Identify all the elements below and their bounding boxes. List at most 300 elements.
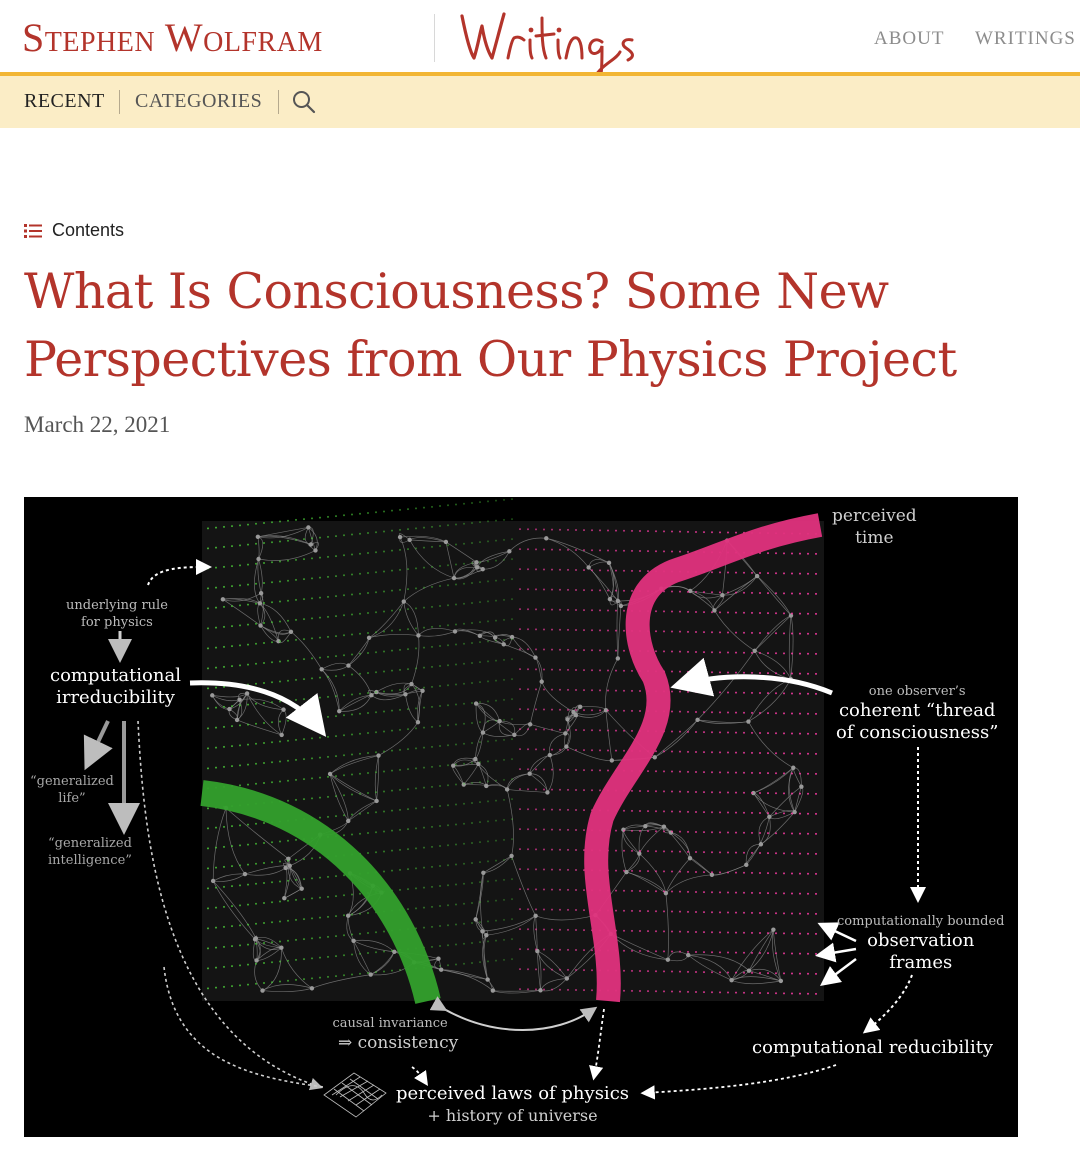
foliation-dot	[295, 699, 297, 701]
foliation-dot	[623, 830, 625, 832]
foliation-dot	[743, 892, 745, 894]
foliation-dot	[335, 815, 337, 817]
foliation-dot	[751, 872, 753, 874]
foliation-dot	[223, 986, 225, 988]
foliation-dot	[231, 965, 233, 967]
foliation-dot	[791, 552, 793, 554]
foliation-dot	[303, 898, 305, 900]
foliation-dot	[775, 992, 777, 994]
foliation-dot	[431, 546, 433, 548]
foliation-dot	[519, 548, 521, 550]
foliation-dot	[271, 721, 273, 723]
foliation-dot	[271, 621, 273, 623]
foliation-dot	[695, 971, 697, 973]
graph-node	[245, 691, 249, 695]
graph-node	[258, 623, 262, 627]
foliation-dot	[415, 807, 417, 809]
foliation-dot	[519, 568, 521, 570]
foliation-dot	[383, 530, 385, 532]
foliation-dot	[463, 543, 465, 545]
foliation-dot	[383, 590, 385, 592]
foliation-dot	[591, 529, 593, 531]
foliation-dot	[727, 711, 729, 713]
foliation-dot	[775, 672, 777, 674]
foliation-dot	[247, 784, 249, 786]
foliation-dot	[623, 590, 625, 592]
foliation-dot	[631, 590, 633, 592]
foliation-dot	[415, 847, 417, 849]
foliation-dot	[503, 859, 505, 861]
foliation-dot	[495, 540, 497, 542]
foliation-dot	[503, 599, 505, 601]
foliation-dot	[783, 632, 785, 634]
foliation-dot	[383, 750, 385, 752]
foliation-dot	[215, 687, 217, 689]
foliation-dot	[519, 648, 521, 650]
foliation-dot	[319, 817, 321, 819]
foliation-dot	[791, 772, 793, 774]
foliation-dot	[567, 529, 569, 531]
foliation-dot	[679, 931, 681, 933]
foliation-dot	[791, 912, 793, 914]
foliation-dot	[679, 631, 681, 633]
foliation-dot	[447, 644, 449, 646]
foliation-dot	[319, 617, 321, 619]
graph-node	[313, 548, 317, 552]
foliation-dot	[679, 751, 681, 753]
foliation-dot	[463, 863, 465, 865]
foliation-dot	[471, 962, 473, 964]
foliation-dot	[263, 782, 265, 784]
subnav-recent[interactable]: RECENT	[24, 90, 105, 112]
subnav-categories[interactable]: CATEGORIES	[135, 90, 263, 112]
foliation-dot	[255, 603, 257, 605]
foliation-dot	[327, 976, 329, 978]
foliation-dot	[495, 520, 497, 522]
foliation-dot	[735, 672, 737, 674]
foliation-dot	[383, 830, 385, 832]
foliation-dot	[399, 729, 401, 731]
foliation-dot	[703, 631, 705, 633]
graph-node	[662, 824, 666, 828]
brand-divider	[434, 14, 435, 62]
foliation-dot	[287, 560, 289, 562]
foliation-dot	[351, 514, 353, 516]
foliation-dot	[503, 559, 505, 561]
foliation-dot	[527, 788, 529, 790]
foliation-dot	[263, 962, 265, 964]
foliation-dot	[407, 768, 409, 770]
foliation-dot	[399, 809, 401, 811]
foliation-dot	[223, 846, 225, 848]
foliation-dot	[495, 900, 497, 902]
foliation-dot	[551, 649, 553, 651]
foliation-dot	[447, 604, 449, 606]
foliation-dot	[799, 633, 801, 635]
foliation-dot	[527, 588, 529, 590]
graph-node	[416, 720, 420, 724]
foliation-dot	[727, 691, 729, 693]
foliation-dot	[455, 923, 457, 925]
foliation-dot	[783, 552, 785, 554]
foliation-dot	[607, 550, 609, 552]
graph-node	[473, 917, 477, 921]
foliation-dot	[711, 891, 713, 893]
foliation-dot	[519, 928, 521, 930]
foliation-dot	[303, 918, 305, 920]
foliation-dot	[655, 890, 657, 892]
foliation-dot	[295, 759, 297, 761]
foliation-dot	[319, 577, 321, 579]
foliation-dot	[319, 857, 321, 859]
foliation-dot	[815, 673, 817, 675]
foliation-dot	[367, 672, 369, 674]
foliation-dot	[487, 920, 489, 922]
graph-node	[497, 719, 501, 723]
foliation-dot	[527, 548, 529, 550]
foliation-dot	[343, 814, 345, 816]
foliation-dot	[807, 873, 809, 875]
graph-node	[616, 599, 620, 603]
foliation-dot	[287, 640, 289, 642]
wireframe-surface-icon	[324, 1073, 386, 1117]
foliation-dot	[559, 689, 561, 691]
foliation-dot	[215, 587, 217, 589]
foliation-dot	[743, 872, 745, 874]
foliation-dot	[239, 944, 241, 946]
foliation-dot	[519, 948, 521, 950]
foliation-dot	[511, 878, 513, 880]
foliation-dot	[647, 990, 649, 992]
foliation-dot	[383, 730, 385, 732]
foliation-dot	[231, 745, 233, 747]
foliation-dot	[735, 852, 737, 854]
foliation-dot	[519, 608, 521, 610]
foliation-dot	[687, 611, 689, 613]
graph-node	[346, 819, 350, 823]
foliation-dot	[327, 916, 329, 918]
foliation-dot	[495, 560, 497, 562]
foliation-dot	[655, 930, 657, 932]
foliation-dot	[679, 771, 681, 773]
foliation-dot	[375, 531, 377, 533]
foliation-dot	[367, 592, 369, 594]
foliation-dot	[679, 691, 681, 693]
foliation-dot	[431, 906, 433, 908]
foliation-dot	[575, 589, 577, 591]
foliation-dot	[231, 985, 233, 987]
foliation-dot	[751, 852, 753, 854]
graph-node	[346, 913, 350, 917]
foliation-dot	[751, 752, 753, 754]
graph-node	[771, 927, 775, 931]
foliation-dot	[623, 910, 625, 912]
foliation-dot	[343, 874, 345, 876]
graph-node	[259, 591, 263, 595]
foliation-dot	[711, 571, 713, 573]
foliation-dot	[583, 549, 585, 551]
foliation-dot	[207, 747, 209, 749]
foliation-dot	[663, 550, 665, 552]
foliation-dot	[727, 651, 729, 653]
foliation-dot	[295, 599, 297, 601]
foliation-dot	[399, 589, 401, 591]
foliation-dot	[687, 871, 689, 873]
contents-toggle[interactable]	[24, 220, 124, 241]
foliation-dot	[519, 988, 521, 990]
foliation-dot	[743, 732, 745, 734]
foliation-dot	[255, 883, 257, 885]
foliation-dot	[687, 731, 689, 733]
foliation-dot	[767, 692, 769, 694]
foliation-dot	[519, 528, 521, 530]
foliation-dot	[415, 687, 417, 689]
foliation-dot	[271, 881, 273, 883]
foliation-dot	[351, 614, 353, 616]
foliation-dot	[415, 667, 417, 669]
foliation-dot	[231, 705, 233, 707]
article-title: What Is Consciousness? Some New Perspectives from Our Physics Project	[24, 263, 957, 388]
foliation-dot	[271, 841, 273, 843]
foliation-dot	[639, 710, 641, 712]
foliation-dot	[735, 792, 737, 794]
foliation-dot	[439, 725, 441, 727]
foliation-dot	[399, 609, 401, 611]
foliation-dot	[559, 949, 561, 951]
search-icon[interactable]	[291, 89, 317, 115]
foliation-dot	[327, 536, 329, 538]
foliation-dot	[423, 867, 425, 869]
foliation-dot	[631, 810, 633, 812]
graph-node	[779, 979, 783, 983]
foliation-dot	[511, 898, 513, 900]
graph-node	[484, 933, 488, 937]
foliation-dot	[759, 652, 761, 654]
foliation-dot	[343, 754, 345, 756]
foliation-dot	[615, 870, 617, 872]
foliation-dot	[207, 547, 209, 549]
foliation-dot	[327, 556, 329, 558]
foliation-dot	[783, 972, 785, 974]
foliation-dot	[367, 852, 369, 854]
foliation-dot	[607, 590, 609, 592]
foliation-dot	[551, 989, 553, 991]
foliation-dot	[487, 940, 489, 942]
foliation-dot	[671, 771, 673, 773]
foliation-dot	[463, 943, 465, 945]
foliation-dot	[303, 938, 305, 940]
foliation-dot	[431, 706, 433, 708]
foliation-dot	[423, 787, 425, 789]
foliation-dot	[807, 593, 809, 595]
foliation-dot	[647, 850, 649, 852]
foliation-dot	[423, 627, 425, 629]
foliation-dot	[559, 769, 561, 771]
foliation-dot	[647, 930, 649, 932]
foliation-dot	[583, 809, 585, 811]
foliation-dot	[399, 509, 401, 511]
foliation-dot	[223, 866, 225, 868]
foliation-dot	[207, 527, 209, 529]
foliation-dot	[543, 908, 545, 910]
foliation-dot	[463, 643, 465, 645]
foliation-dot	[727, 831, 729, 833]
foliation-dot	[367, 932, 369, 934]
foliation-dot	[559, 849, 561, 851]
graph-node	[481, 871, 485, 875]
foliation-dot	[343, 714, 345, 716]
foliation-dot	[671, 691, 673, 693]
foliation-dot	[783, 652, 785, 654]
foliation-dot	[439, 645, 441, 647]
foliation-dot	[239, 784, 241, 786]
foliation-dot	[575, 629, 577, 631]
foliation-dot	[655, 950, 657, 952]
foliation-dot	[815, 613, 817, 615]
foliation-dot	[255, 923, 257, 925]
foliation-dot	[223, 566, 225, 568]
foliation-dot	[495, 860, 497, 862]
foliation-dot	[375, 651, 377, 653]
foliation-dot	[439, 625, 441, 627]
site-brand[interactable]	[22, 14, 323, 61]
foliation-dot	[447, 504, 449, 506]
foliation-dot	[247, 664, 249, 666]
foliation-dot	[663, 930, 665, 932]
foliation-dot	[383, 610, 385, 612]
foliation-dot	[255, 643, 257, 645]
foliation-dot	[711, 671, 713, 673]
foliation-dot	[279, 880, 281, 882]
foliation-dot	[303, 978, 305, 980]
foliation-dot	[463, 503, 465, 505]
foliation-dot	[351, 574, 353, 576]
foliation-dot	[783, 732, 785, 734]
foliation-dot	[687, 971, 689, 973]
foliation-dot	[407, 708, 409, 710]
foliation-dot	[551, 669, 553, 671]
foliation-dot	[343, 694, 345, 696]
foliation-dot	[351, 534, 353, 536]
foliation-dot	[775, 632, 777, 634]
foliation-dot	[455, 543, 457, 545]
foliation-dot	[423, 807, 425, 809]
foliation-dot	[359, 553, 361, 555]
foliation-dot	[759, 772, 761, 774]
foliation-dot	[695, 991, 697, 993]
foliation-dot	[367, 652, 369, 654]
foliation-dot	[455, 683, 457, 685]
foliation-dot	[207, 727, 209, 729]
foliation-dot	[599, 629, 601, 631]
foliation-dot	[647, 770, 649, 772]
foliation-dot	[551, 589, 553, 591]
foliation-dot	[535, 688, 537, 690]
foliation-dot	[367, 912, 369, 914]
foliation-dot	[615, 910, 617, 912]
foliation-dot	[255, 743, 257, 745]
foliation-dot	[623, 550, 625, 552]
foliation-dot	[263, 822, 265, 824]
foliation-dot	[503, 519, 505, 521]
graph-node	[258, 601, 262, 605]
foliation-dot	[719, 931, 721, 933]
foliation-dot	[543, 748, 545, 750]
foliation-dot	[559, 749, 561, 751]
foliation-dot	[327, 596, 329, 598]
foliation-dot	[287, 720, 289, 722]
foliation-dot	[759, 992, 761, 994]
foliation-dot	[295, 559, 297, 561]
foliation-dot	[399, 709, 401, 711]
foliation-dot	[495, 800, 497, 802]
graph-node	[337, 709, 341, 713]
foliation-dot	[367, 832, 369, 834]
foliation-dot	[407, 728, 409, 730]
graph-node	[416, 633, 420, 637]
foliation-dot	[799, 873, 801, 875]
foliation-dot	[391, 830, 393, 832]
foliation-dot	[383, 770, 385, 772]
foliation-dot	[615, 630, 617, 632]
foliation-dot	[759, 592, 761, 594]
foliation-dot	[559, 969, 561, 971]
foliation-dot	[335, 775, 337, 777]
contents-label: Contents	[52, 220, 125, 240]
foliation-dot	[455, 863, 457, 865]
foliation-dot	[807, 673, 809, 675]
foliation-dot	[447, 664, 449, 666]
foliation-dot	[671, 811, 673, 813]
dashed-arrow	[866, 975, 912, 1031]
foliation-dot	[519, 748, 521, 750]
graph-node	[619, 604, 623, 608]
foliation-dot	[471, 702, 473, 704]
foliation-dot	[359, 733, 361, 735]
foliation-dot	[231, 525, 233, 527]
foliation-dot	[703, 751, 705, 753]
foliation-dot	[591, 789, 593, 791]
foliation-dot	[655, 550, 657, 552]
foliation-dot	[535, 708, 537, 710]
foliation-dot	[767, 972, 769, 974]
foliation-dot	[215, 547, 217, 549]
foliation-dot	[767, 792, 769, 794]
foliation-dot	[351, 914, 353, 916]
foliation-dot	[511, 938, 513, 940]
foliation-dot	[559, 669, 561, 671]
foliation-dot	[263, 642, 265, 644]
foliation-dot	[223, 546, 225, 548]
foliation-dot	[255, 543, 257, 545]
foliation-dot	[743, 612, 745, 614]
foliation-dot	[791, 832, 793, 834]
foliation-dot	[471, 522, 473, 524]
foliation-dot	[447, 544, 449, 546]
nav-writings[interactable]: WRITINGS	[975, 28, 1076, 49]
foliation-dot	[263, 522, 265, 524]
foliation-dot	[463, 603, 465, 605]
foliation-dot	[711, 711, 713, 713]
foliation-dot	[559, 629, 561, 631]
graph-node	[243, 872, 247, 876]
foliation-dot	[775, 872, 777, 874]
foliation-dot	[631, 870, 633, 872]
nav-about[interactable]: ABOUT	[874, 28, 945, 49]
label-computational-reducibility: computational reducibility	[752, 1037, 994, 1058]
foliation-dot	[359, 513, 361, 515]
foliation-dot	[591, 549, 593, 551]
